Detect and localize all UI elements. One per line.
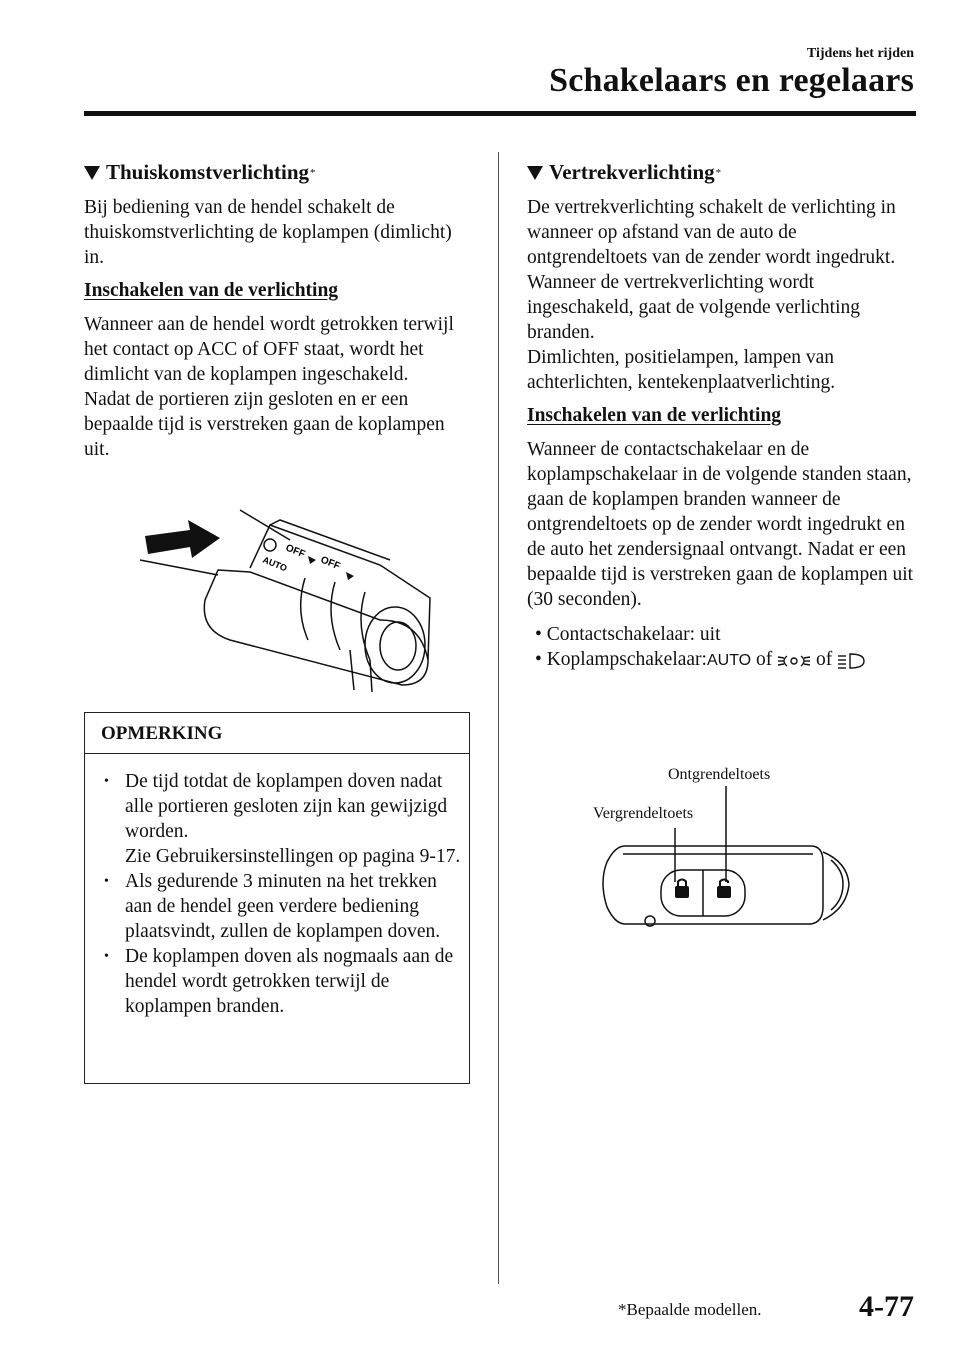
column-divider bbox=[498, 152, 499, 1284]
left-column bbox=[84, 160, 474, 472]
note-box bbox=[84, 712, 470, 1084]
lever-label-off-1: OFF bbox=[283, 542, 307, 561]
subheading-inschakelen: Inschakelen van de verlichting bbox=[527, 405, 782, 426]
para-2: Wanneer de vertrekverlichting wordt ingeschakeld, gaat de volgende verlichting branden. bbox=[527, 272, 861, 343]
callout-ontgrendeltoets: Ontgrendeltoets bbox=[668, 766, 771, 783]
bullet-koplampschakelaar: • Koplampschakelaar:AUTO of of bbox=[527, 647, 917, 673]
body-paragraph-2: Nadat de portieren zijn gesloten en er een bepaalde tijd is verstreken gaan de koplampen uit. bbox=[84, 389, 445, 460]
headlight-icon bbox=[837, 652, 865, 670]
parking-lights-icon bbox=[777, 652, 811, 670]
intro-paragraph: Bij bediening van de hendel schakelt de thuiskomstverlichting de koplampen (dimlicht) in. bbox=[84, 197, 452, 268]
lever-label-off-2: OFF bbox=[318, 554, 342, 573]
subheading-inschakelen: Inschakelen van de verlichting bbox=[84, 280, 339, 301]
unlock-button-icon bbox=[717, 879, 731, 899]
lock-button-icon bbox=[675, 879, 689, 899]
body-paragraph: Wanneer aan de hendel wordt getrokken terwijl het contact op ACC of OFF staat, wordt het dimlicht van de koplampen ingeschakeld. bbox=[84, 314, 454, 385]
note-title-bar bbox=[85, 713, 469, 754]
note-item: • De koplampen doven als nogmaals aan de hendel wordt getrokken terwijl de koplampen branden. bbox=[101, 944, 461, 1019]
note-item: • Als gedurende 3 minuten na het trekken aan de hendel geen verdere bediening plaatsvindt, zullen de koplampen doven. bbox=[101, 869, 461, 944]
note-item: • De tijd totdat de koplampen doven nadat alle portieren gesloten zijn kan gewijzigd worden. Zie Gebruikersinstellingen op pagina 9-17. bbox=[101, 769, 461, 869]
pull-direction-arrow-icon bbox=[145, 520, 220, 558]
chapter-title: Schakelaars en regelaars bbox=[549, 62, 914, 99]
bullet-contactschakelaar: • Contactschakelaar: uit bbox=[535, 624, 721, 645]
heading-vertrekverlichting: Vertrekverlichting * bbox=[527, 160, 917, 185]
triangle-marker-icon bbox=[84, 166, 100, 180]
triangle-marker-icon bbox=[527, 166, 543, 180]
key-fob-illustration bbox=[585, 762, 855, 942]
right-column bbox=[527, 160, 917, 673]
note-list bbox=[101, 769, 461, 1019]
page-number: 4-77 bbox=[859, 1290, 914, 1323]
para-3: Dimlichten, positielampen, lampen van achterlichten, kentekenplaatverlichting. bbox=[527, 347, 836, 393]
header-rule bbox=[84, 111, 916, 116]
footer-note: *Bepaalde modellen. bbox=[618, 1300, 762, 1319]
note-title: OPMERKING bbox=[101, 723, 223, 744]
para-1: De vertrekverlichting schakelt de verlichting in wanneer op afstand van de auto de ontgrendeltoets van de zender wordt ingedrukt. bbox=[527, 197, 896, 268]
heading-thuiskomstverlichting: Thuiskomstverlichting * bbox=[84, 160, 474, 185]
section-label: Tijdens het rijden bbox=[806, 46, 914, 61]
body-paragraph: Wanneer de contactschakelaar en de koplampschakelaar in de volgende standen staan, gaan de koplampen branden wanneer de ontgrendeltoets op de zender wordt ingedrukt en de auto het zendersignaal ontvangt. Nadat er een bepaalde tijd is verstreken gaan de koplampen uit (30 seconden). bbox=[527, 439, 914, 610]
callout-vergrendeltoets: Vergrendeltoets bbox=[593, 805, 694, 822]
lever-label-auto: AUTO bbox=[261, 554, 289, 574]
headlight-lever-illustration bbox=[130, 500, 440, 695]
